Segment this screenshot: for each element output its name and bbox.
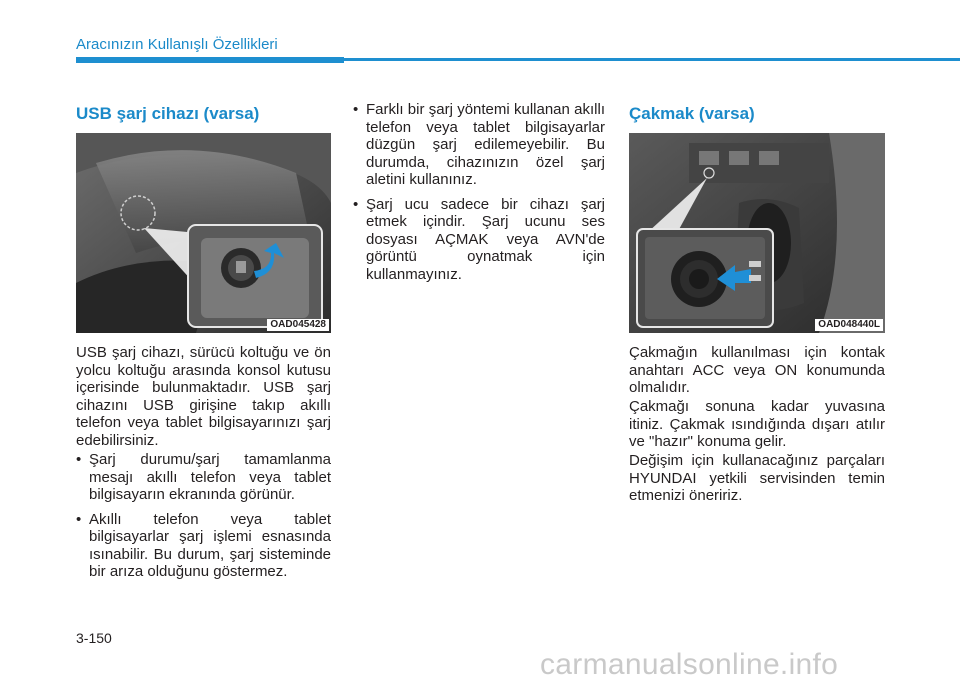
- usb-photo-code: OAD045428: [267, 319, 329, 331]
- watermark: carmanualsonline.info: [540, 648, 839, 681]
- lighter-paragraph-3: Değişim için kullanacağınız parçaları HYUNDAI yetkili servisinden temin etmenizi öneririz.: [629, 452, 885, 504]
- bullet-text: Farklı bir şarj yöntemi kullanan akıllı telefon veya tablet bilgisayarlar düzgün şarj edilemeyebilir. Bu durumda, cihazınızın özel şarj aletini kullanınız.: [366, 101, 605, 188]
- usb-charger-photo: [76, 133, 331, 333]
- bullet-icon: •: [76, 510, 82, 528]
- bullet-text: Şarj durumu/şarj tamamlanma mesajı akıllı telefon veya tablet bilgisayarın ekranında görünür.: [89, 451, 331, 503]
- list-item: [353, 196, 605, 284]
- lighter-illustration: [629, 133, 885, 333]
- header-title: Aracınızın Kullanışlı Özellikleri: [76, 36, 278, 53]
- bullet-icon: •: [353, 101, 359, 118]
- header-rule-accent: [76, 57, 344, 63]
- list-item: [76, 451, 331, 504]
- bullet-text: Şarj ucu sadece bir cihazı şarj etmek içindir. Şarj ucunu ses dosyası AÇMAK veya AVN'de görüntü oynatmak için kullanmayınız.: [366, 195, 605, 283]
- usb-bullet-list-col1: [76, 451, 331, 588]
- lighter-photo-code: OAD048440L: [815, 319, 883, 331]
- bullet-icon: •: [353, 195, 359, 213]
- usb-charger-illustration: [76, 133, 331, 333]
- lighter-paragraph-2: Çakmağı sonuna kadar yuvasına itiniz. Çakmak ısındığında dışarı atılır ve "hazır" konuma gelir.: [629, 398, 885, 450]
- lighter-photo: [629, 133, 885, 333]
- lighter-section-title: Çakmak (varsa): [629, 104, 755, 123]
- list-item: [353, 101, 605, 189]
- header-rule: [76, 58, 960, 61]
- usb-bullet-list-col2: [353, 101, 605, 290]
- lighter-paragraph-1: Çakmağın kullanılması için kontak anahtarı ACC veya ON konumunda olmalıdır.: [629, 344, 885, 396]
- page-number: 3-150: [76, 630, 112, 646]
- usb-section-title: USB şarj cihazı (varsa): [76, 104, 260, 123]
- bullet-text: Akıllı telefon veya tablet bilgisayarlar şarj işlemi esnasında ısınabilir. Bu durum, şarj sisteminde bir arıza olduğunu göstermez.: [89, 510, 331, 580]
- list-item: [76, 511, 331, 581]
- usb-intro-text: USB şarj cihazı, sürücü koltuğu ve ön yolcu koltuğu arasında konsol kutusu içerisinde bulunmaktadır. USB şarj cihazını USB girişine takıp akıllı telefon veya tablet bilgisayarınızı şarj edebilirsiniz.: [76, 344, 331, 449]
- bullet-icon: •: [76, 451, 82, 468]
